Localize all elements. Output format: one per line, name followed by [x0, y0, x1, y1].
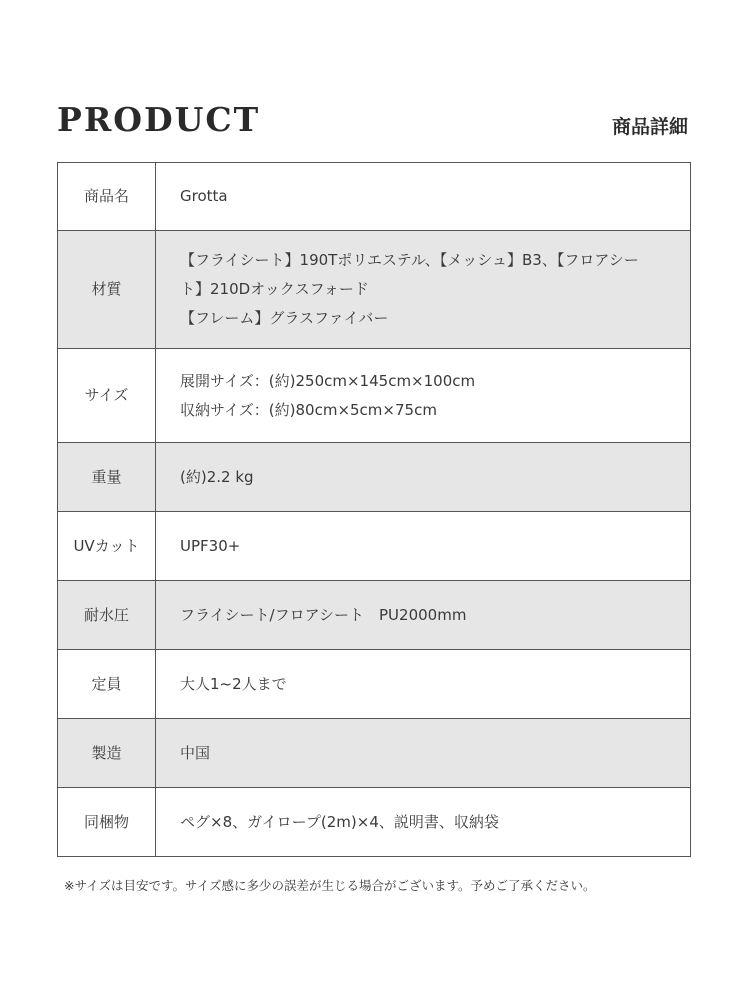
spec-row-waterproof [58, 581, 691, 650]
spec-value-line: 大人1~2人まで [180, 674, 287, 693]
spec-value-line: 収納サイズ：(約)80cm×5cm×75cm [180, 400, 437, 419]
spec-row-weight [58, 443, 691, 512]
spec-row-material [58, 231, 691, 349]
spec-value [156, 163, 691, 231]
spec-value [156, 231, 691, 349]
spec-value-line: ト】210Dオックスフォード [180, 280, 369, 298]
spec-row-contents [58, 788, 691, 857]
spec-row-origin [58, 719, 691, 788]
spec-value-line: 【フライシート】190Tポリエステル、【メッシュ】B3、【フロアシー [180, 251, 639, 269]
spec-label: 定員 [58, 650, 156, 719]
spec-label: サイズ [58, 349, 156, 443]
disclaimer-note: ※サイズは目安です。サイズ感に多少の誤差が生じる場合がございます。予めご了承ください。 [64, 878, 596, 893]
spec-row-uv [58, 512, 691, 581]
spec-value [156, 443, 691, 512]
spec-value-line: フライシート/フロアシート PU2000mm [180, 605, 467, 624]
spec-label: UVカット [58, 512, 156, 581]
spec-label: 材質 [58, 231, 156, 349]
spec-label: 製造 [58, 719, 156, 788]
spec-value [156, 512, 691, 581]
spec-value-line: Grotta [180, 187, 228, 205]
spec-value [156, 349, 691, 443]
spec-value-line: (約)2.2 kg [180, 467, 254, 486]
page-subtitle: 商品詳細 [611, 116, 688, 138]
spec-value-line: 【フレーム】グラスファイバー [180, 309, 389, 327]
spec-label: 同梱物 [58, 788, 156, 857]
spec-row-name [58, 163, 691, 231]
spec-value [156, 719, 691, 788]
spec-label: 重量 [58, 443, 156, 512]
spec-value-line: 展開サイズ：(約)250cm×145cm×100cm [180, 371, 476, 390]
page-title: PRODUCT [57, 100, 261, 139]
spec-label: 商品名 [58, 163, 156, 231]
spec-value-line: 中国 [180, 743, 211, 762]
spec-row-capacity [58, 650, 691, 719]
spec-row-size [58, 349, 691, 443]
spec-value [156, 581, 691, 650]
spec-label: 耐水圧 [58, 581, 156, 650]
spec-value [156, 788, 691, 857]
spec-value-line: ペグ×8、ガイロープ(2m)×4、説明書、収納袋 [180, 812, 499, 831]
spec-table [57, 162, 691, 857]
spec-value [156, 650, 691, 719]
spec-value-line: UPF30+ [180, 536, 241, 555]
